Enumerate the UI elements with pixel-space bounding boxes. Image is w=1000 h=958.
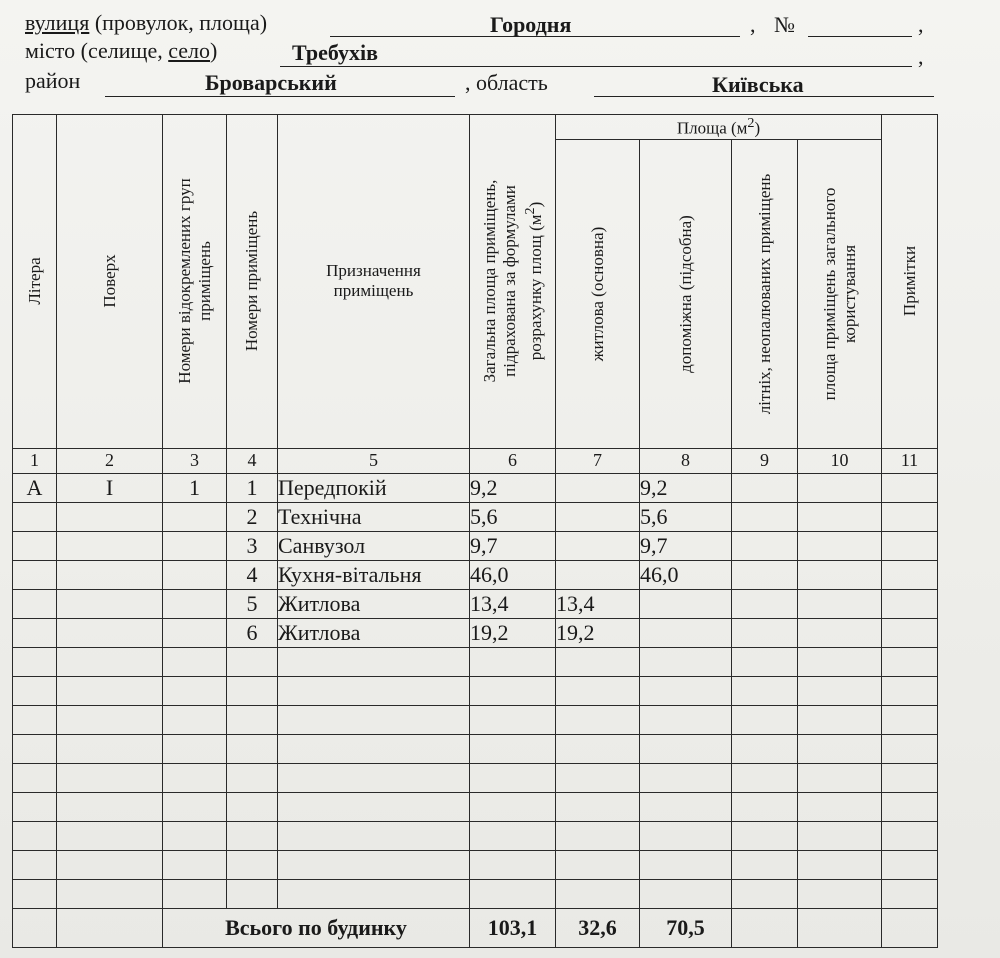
empty-cell <box>640 821 732 850</box>
empty-cell <box>57 879 163 908</box>
column-number: 9 <box>732 448 798 473</box>
table-cell <box>732 589 798 618</box>
empty-cell <box>57 792 163 821</box>
empty-cell <box>163 647 227 676</box>
table-cell: 5 <box>227 589 278 618</box>
table-cell: 1 <box>227 473 278 502</box>
empty-cell <box>470 676 556 705</box>
empty-cell <box>640 879 732 908</box>
table-cell <box>556 502 640 531</box>
table-cell <box>640 618 732 647</box>
empty-cell <box>163 879 227 908</box>
empty-cell <box>556 792 640 821</box>
empty-cell <box>882 763 938 792</box>
table-cell <box>882 589 938 618</box>
table-cell <box>732 560 798 589</box>
column-number: 1 <box>13 448 57 473</box>
column-number: 11 <box>882 448 938 473</box>
empty-row <box>13 647 938 676</box>
table-cell: 13,4 <box>556 589 640 618</box>
table-cell <box>57 589 163 618</box>
col-header-litera: Літера <box>13 115 57 449</box>
empty-cell <box>470 821 556 850</box>
empty-cell <box>470 792 556 821</box>
table-row <box>13 589 938 618</box>
col-header-floor: Поверх <box>57 115 163 449</box>
empty-cell <box>640 734 732 763</box>
empty-cell <box>278 821 470 850</box>
table-cell: 2 <box>227 502 278 531</box>
district-field-line <box>105 96 455 97</box>
empty-cell <box>470 763 556 792</box>
table-cell <box>798 589 882 618</box>
table-cell: 9,2 <box>470 473 556 502</box>
rooms-table <box>12 114 938 948</box>
city-comma: , <box>918 44 924 69</box>
empty-row <box>13 705 938 734</box>
table-cell: 19,2 <box>470 618 556 647</box>
empty-cell <box>732 647 798 676</box>
column-number: 2 <box>57 448 163 473</box>
empty-cell <box>13 763 57 792</box>
empty-cell <box>163 763 227 792</box>
column-number-row <box>13 448 938 473</box>
empty-cell <box>57 763 163 792</box>
table-cell: 9,7 <box>470 531 556 560</box>
table-cell: Житлова <box>278 618 470 647</box>
table-cell <box>798 560 882 589</box>
empty-cell <box>163 705 227 734</box>
empty-cell <box>227 763 278 792</box>
empty-cell <box>227 734 278 763</box>
empty-cell <box>57 850 163 879</box>
empty-cell <box>57 908 163 947</box>
table-cell: 1 <box>163 473 227 502</box>
empty-cell <box>732 676 798 705</box>
empty-cell <box>13 734 57 763</box>
table-cell: 13,4 <box>470 589 556 618</box>
street-comma: , <box>750 12 756 37</box>
table-cell: 46,0 <box>640 560 732 589</box>
table-row <box>13 473 938 502</box>
table-cell: 3 <box>227 531 278 560</box>
empty-cell <box>882 850 938 879</box>
empty-row <box>13 676 938 705</box>
table-cell <box>57 618 163 647</box>
empty-cell <box>640 850 732 879</box>
empty-cell <box>798 676 882 705</box>
empty-cell <box>470 647 556 676</box>
table-cell <box>882 531 938 560</box>
col-header-group-numbers: Номери відокремлених груп приміщень <box>163 115 227 449</box>
table-cell: 5,6 <box>470 502 556 531</box>
number-field-line <box>808 36 912 37</box>
empty-cell <box>798 647 882 676</box>
empty-cell <box>556 763 640 792</box>
table-cell <box>640 589 732 618</box>
table-cell: Технічна <box>278 502 470 531</box>
column-number: 10 <box>798 448 882 473</box>
column-number: 6 <box>470 448 556 473</box>
total-area: 103,1 <box>470 908 556 947</box>
table-cell <box>882 618 938 647</box>
empty-cell <box>798 821 882 850</box>
empty-cell <box>556 705 640 734</box>
table-cell: I <box>57 473 163 502</box>
table-cell: 5,6 <box>640 502 732 531</box>
table-cell <box>163 618 227 647</box>
table-cell <box>13 560 57 589</box>
empty-cell <box>278 676 470 705</box>
empty-cell <box>882 908 938 947</box>
region-value: Київська <box>712 72 804 97</box>
region-label: , область <box>465 70 548 95</box>
city-label: місто (селище, село) <box>25 38 218 63</box>
empty-cell <box>640 676 732 705</box>
empty-cell <box>470 734 556 763</box>
empty-cell <box>278 879 470 908</box>
table-cell <box>556 473 640 502</box>
empty-cell <box>556 676 640 705</box>
empty-cell <box>470 850 556 879</box>
table-cell <box>732 618 798 647</box>
empty-cell <box>163 792 227 821</box>
empty-cell <box>732 850 798 879</box>
table-row <box>13 560 938 589</box>
table-cell <box>163 531 227 560</box>
street-value: Городня <box>490 12 572 37</box>
col-header-total-area: Загальна площа приміщень, підрахована за формулами розрахунку площ $(м^2)$ <box>470 115 556 449</box>
empty-row <box>13 821 938 850</box>
street-label: вулиця (провулок, площа) <box>25 10 268 35</box>
empty-cell <box>13 879 57 908</box>
empty-cell <box>227 792 278 821</box>
table-cell <box>798 473 882 502</box>
table-cell <box>732 473 798 502</box>
col-header-living: житлова (основна) <box>556 139 640 448</box>
empty-cell <box>227 647 278 676</box>
empty-cell <box>882 734 938 763</box>
empty-cell <box>882 821 938 850</box>
table-cell: Передпокій <box>278 473 470 502</box>
number-comma: , <box>918 12 924 37</box>
table-cell <box>798 531 882 560</box>
empty-cell <box>278 647 470 676</box>
col-header-area-group: Площа $(м^2)$ <box>556 115 882 140</box>
empty-cell <box>640 705 732 734</box>
empty-cell <box>798 850 882 879</box>
empty-cell <box>163 850 227 879</box>
table-cell <box>882 473 938 502</box>
empty-row <box>13 734 938 763</box>
col-header-purpose: Призначення приміщень <box>278 115 470 449</box>
table-cell <box>732 502 798 531</box>
table-cell: 9,2 <box>640 473 732 502</box>
empty-cell <box>882 792 938 821</box>
empty-cell <box>882 879 938 908</box>
table-cell <box>13 531 57 560</box>
empty-cell <box>798 879 882 908</box>
table-cell <box>798 618 882 647</box>
table-cell: Житлова <box>278 589 470 618</box>
column-number: 7 <box>556 448 640 473</box>
empty-cell <box>13 908 57 947</box>
empty-cell <box>556 879 640 908</box>
empty-cell <box>57 734 163 763</box>
empty-cell <box>556 647 640 676</box>
empty-cell <box>227 676 278 705</box>
col-header-common: площа приміщень загального користування <box>798 139 882 448</box>
city-value: Требухів <box>292 40 378 65</box>
column-number: 3 <box>163 448 227 473</box>
table-cell <box>57 531 163 560</box>
table-cell <box>732 531 798 560</box>
table-cell: 4 <box>227 560 278 589</box>
total-living: 32,6 <box>556 908 640 947</box>
table-cell <box>556 560 640 589</box>
table-cell <box>882 502 938 531</box>
empty-cell <box>13 850 57 879</box>
col-header-notes: Примітки <box>882 115 938 449</box>
empty-cell <box>13 792 57 821</box>
table-cell: 19,2 <box>556 618 640 647</box>
table-cell <box>163 502 227 531</box>
table-cell: 9,7 <box>640 531 732 560</box>
table-cell <box>13 618 57 647</box>
empty-cell <box>227 705 278 734</box>
table-cell: 46,0 <box>470 560 556 589</box>
empty-cell <box>732 705 798 734</box>
table-row <box>13 618 938 647</box>
column-number: 5 <box>278 448 470 473</box>
empty-cell <box>882 705 938 734</box>
empty-cell <box>13 676 57 705</box>
empty-cell <box>57 821 163 850</box>
empty-cell <box>882 676 938 705</box>
total-label: Всього по будинку <box>163 908 470 947</box>
empty-cell <box>278 705 470 734</box>
empty-cell <box>278 792 470 821</box>
table-cell: Кухня-вітальня <box>278 560 470 589</box>
empty-row <box>13 792 938 821</box>
empty-cell <box>163 676 227 705</box>
col-header-auxiliary: допоміжна (підсобна) <box>640 139 732 448</box>
empty-cell <box>798 705 882 734</box>
table-cell <box>163 589 227 618</box>
empty-cell <box>732 792 798 821</box>
table-cell <box>57 560 163 589</box>
empty-cell <box>278 734 470 763</box>
table-cell: 6 <box>227 618 278 647</box>
empty-cell <box>640 792 732 821</box>
empty-cell <box>732 821 798 850</box>
empty-cell <box>882 647 938 676</box>
empty-cell <box>57 705 163 734</box>
empty-cell <box>227 879 278 908</box>
empty-cell <box>163 734 227 763</box>
col-header-summer: літніх, неопалюваних приміщень <box>732 139 798 448</box>
empty-cell <box>470 879 556 908</box>
empty-cell <box>227 850 278 879</box>
table-cell: А <box>13 473 57 502</box>
empty-cell <box>798 763 882 792</box>
empty-cell <box>470 705 556 734</box>
empty-row <box>13 879 938 908</box>
empty-cell <box>798 908 882 947</box>
empty-cell <box>732 734 798 763</box>
table-row <box>13 531 938 560</box>
empty-row <box>13 850 938 879</box>
empty-cell <box>732 908 798 947</box>
empty-cell <box>278 850 470 879</box>
empty-cell <box>13 647 57 676</box>
table-cell <box>882 560 938 589</box>
empty-cell <box>13 705 57 734</box>
table-cell <box>13 502 57 531</box>
empty-cell <box>57 676 163 705</box>
empty-cell <box>732 763 798 792</box>
empty-cell <box>278 763 470 792</box>
table-cell <box>798 502 882 531</box>
table-cell <box>57 502 163 531</box>
column-number: 4 <box>227 448 278 473</box>
city-field-line <box>280 66 912 67</box>
total-row <box>13 908 938 947</box>
number-label: № <box>774 12 795 37</box>
empty-cell <box>57 647 163 676</box>
table-row <box>13 502 938 531</box>
empty-cell <box>732 879 798 908</box>
empty-cell <box>798 734 882 763</box>
col-header-room-numbers: Номери приміщень <box>227 115 278 449</box>
district-value: Броварський <box>205 70 337 95</box>
empty-cell <box>640 647 732 676</box>
empty-cell <box>556 850 640 879</box>
table-cell <box>163 560 227 589</box>
empty-cell <box>640 763 732 792</box>
district-label: район <box>25 68 81 93</box>
column-number: 8 <box>640 448 732 473</box>
table-cell: Санвузол <box>278 531 470 560</box>
empty-cell <box>556 734 640 763</box>
empty-cell <box>13 821 57 850</box>
empty-row <box>13 763 938 792</box>
empty-cell <box>227 821 278 850</box>
empty-cell <box>163 821 227 850</box>
total-auxiliary: 70,5 <box>640 908 732 947</box>
table-cell <box>556 531 640 560</box>
empty-cell <box>798 792 882 821</box>
empty-cell <box>556 821 640 850</box>
table-cell <box>13 589 57 618</box>
